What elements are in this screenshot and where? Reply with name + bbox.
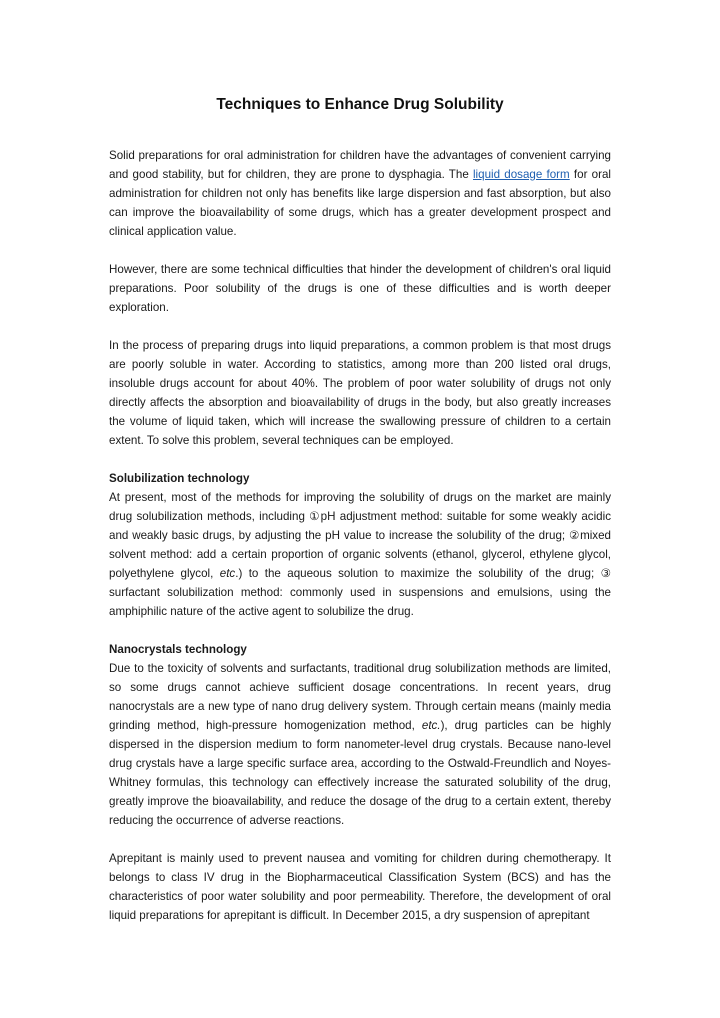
section-heading-solubilization: Solubilization technology xyxy=(109,472,250,485)
paragraph-intro-text-1: Solid preparations for oral administration for children have the advantages of convenient carrying and good stability, but for children, they are prone to dysphagia. The xyxy=(109,149,611,181)
nanocrystals-italic: etc. xyxy=(421,719,441,732)
paragraph-aprepitant: Aprepitant is mainly used to prevent nausea and vomiting for children during chemotherapy. It belongs to class IV drug in the Biopharmaceutical Classification System (BCS) and has the characteristics of poor water solubility and poor permeability. Therefore, the development of oral liquid preparations for aprepitant is difficult. In December 2015, a dry suspension of aprepitant xyxy=(109,852,611,922)
paragraph-intro xyxy=(109,146,611,241)
document-body xyxy=(109,146,611,944)
solubilization-italic: etc xyxy=(219,567,236,580)
solubilization-text-1: At present, most of the methods for improving the solubility of drugs on the market are mainly drug solubilization methods, including ①pH adjustment method: suitable for some weakly acidic and weakly basic drugs, by adjusting the pH value to increase the solubility of the drug; ②mixed solvent method: add a certain proportion of organic solvents (ethanol, glycerol, ethylene glycol, polyethylene glycol, xyxy=(109,491,611,580)
nanocrystals-text-1: Due to the toxicity of solvents and surfactants, traditional drug solubilization methods are limited, so some drugs cannot achieve sufficient dosage concentrations. In recent years, drug nanocrystals are a new type of nano drug delivery system. Through certain means (mainly media grinding method, high-pressure homogenization method, xyxy=(109,662,611,732)
paragraph-nanocrystals xyxy=(109,659,611,830)
section-heading-nanocrystals: Nanocrystals technology xyxy=(109,643,247,656)
paragraph-solubilization xyxy=(109,488,611,621)
solubilization-text-2: .) to the aqueous solution to maximize the solubility of the drug; ③ surfactant solubilization method: commonly used in suspensions and emulsions, using the amphiphilic nature of the active agent to solubilize the drug. xyxy=(109,567,612,618)
liquid-dosage-form-link[interactable]: liquid dosage form xyxy=(472,168,570,181)
paragraph-intro-text-2: for oral administration for children not only has benefits like large dispersion and fast absorption, but also can improve the bioavailability of some drugs, which has a greater development prospect and clinical application value. xyxy=(109,168,611,238)
nanocrystals-text-2: ), drug particles can be highly dispersed in the dispersion medium to form nanometer-level drug crystals. Because nano-level drug crystals have a large specific surface area, according to the Ostwald-Freundlich and Noyes-Whitney formulas, this technology can effectively increase the saturated solubility of the drug, greatly improve the bioavailability, and reduce the dosage of the drug to a certain extent, thereby reducing the occurrence of adverse reactions. xyxy=(109,719,611,827)
paragraph-difficulties: However, there are some technical difficulties that hinder the development of children's oral liquid preparations. Poor solubility of the drugs is one of these difficulties and is worth deeper exploration. xyxy=(109,263,611,314)
page-title: Techniques to Enhance Drug Solubility xyxy=(216,96,504,113)
paragraph-poor-solubility: In the process of preparing drugs into liquid preparations, a common problem is that most drugs are poorly soluble in water. According to statistics, among more than 200 listed oral drugs, insoluble drugs account for about 40%. The problem of poor water solubility of drugs not only directly affects the absorption and bioavailability of drugs in the body, but also greatly increases the volume of liquid taken, which will increase the swallowing pressure of children to a certain extent. To solve this problem, several techniques can be employed. xyxy=(109,339,611,447)
